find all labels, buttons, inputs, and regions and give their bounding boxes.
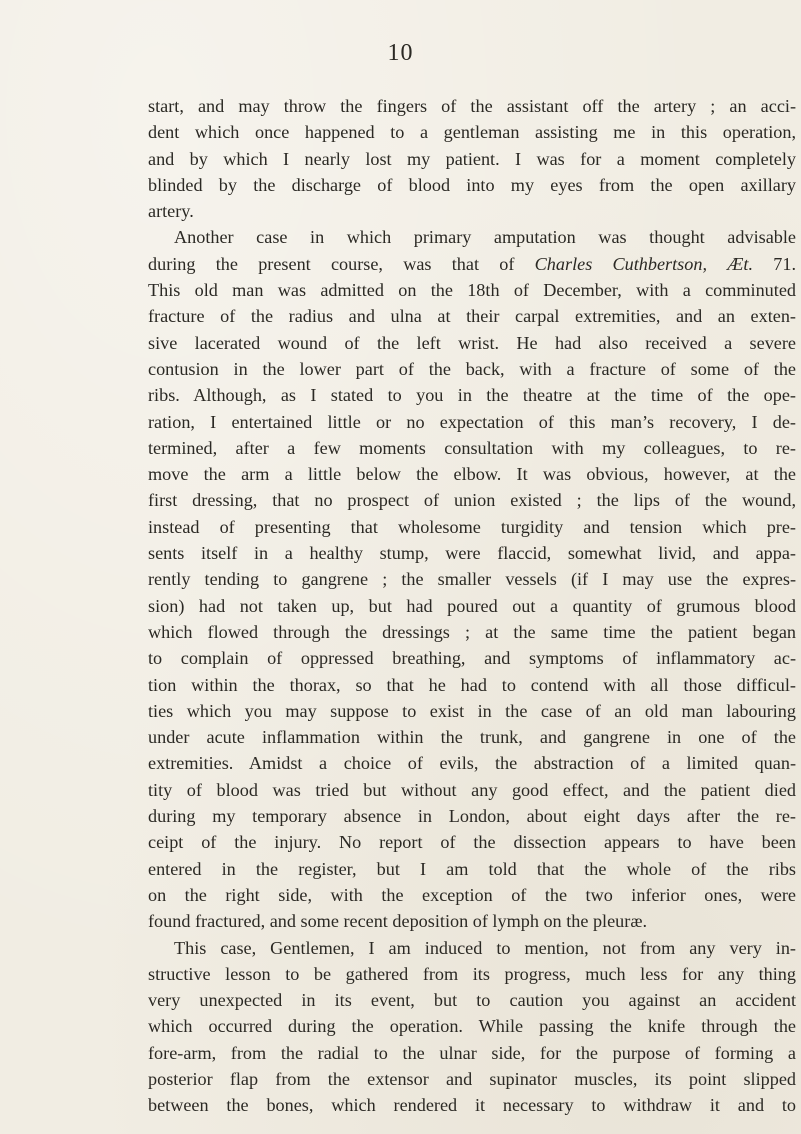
text-line [148, 619, 796, 645]
text-line-content: instead of presenting that wholesome turgidity and tension which pre- [148, 516, 796, 537]
text-line-content: ceipt of the injury. No report of the dissection appears to have been [148, 832, 796, 853]
text-line-content: to complain of oppressed breathing, and symptoms of inflammatory ac- [148, 648, 796, 669]
text-line-content: ties which you may suppose to exist in the case of an old man labouring [148, 700, 796, 721]
text-line-content: rently tending to gangrene ; the smaller vessels (if I may use the expres- [148, 569, 796, 590]
text-line [148, 777, 796, 803]
text-line-content: This old man was admitted on the 18th of December, with a comminuted [148, 280, 796, 301]
text-line-content: very unexpected in its event, but to caution you against an accident [148, 990, 796, 1011]
text-line [148, 1040, 796, 1066]
text-line [148, 514, 796, 540]
text-line-content: This case, Gentlemen, I am induced to mention, not from any very in- [174, 937, 796, 958]
text-line-content: Another case in which primary amputation was thought advisable [174, 227, 796, 248]
text-line-content: extremities. Amidst a choice of evils, the abstraction of a limited quan- [148, 753, 796, 774]
text-line [148, 829, 796, 855]
text-line-content: and by which I nearly lost my patient. I was for a moment completely [148, 148, 796, 169]
text-line-content: during my temporary absence in London, about eight days after the re- [148, 806, 796, 827]
text-line [148, 750, 796, 776]
text-line-content: termined, after a few moments consultation with my colleagues, to re- [148, 437, 796, 458]
text-line [148, 566, 796, 592]
text-line-content: blinded by the discharge of blood into my eyes from the open axillary [148, 174, 796, 195]
text-line [148, 935, 796, 961]
text-line-content: which flowed through the dressings ; at the same time the patient began [148, 621, 796, 642]
text-line [148, 330, 796, 356]
text-line [148, 1013, 796, 1039]
text-line [148, 1066, 796, 1092]
text-line [148, 698, 796, 724]
text-line-content: fore-arm, from the radial to the ulnar side, for the purpose of forming a [148, 1042, 796, 1063]
text-line [148, 224, 796, 250]
text-line-content: artery. [148, 201, 194, 222]
text-line [148, 961, 796, 987]
text-line-content: sents itself in a healthy stump, were flaccid, somewhat livid, and appa- [148, 543, 796, 564]
text-line-content: contusion in the lower part of the back, with a fracture of some of the [148, 358, 796, 379]
text-line [148, 251, 796, 277]
text-line-content: first dressing, that no prospect of union existed ; the lips of the wound, [148, 490, 796, 511]
text-line-content: tity of blood was tried but without any good effect, and the patient died [148, 779, 796, 800]
text-line [148, 172, 796, 198]
text-line-content: entered in the register, but I am told that the whole of the ribs [148, 858, 796, 879]
text-line [148, 461, 796, 487]
text-line [148, 382, 796, 408]
text-line-content: start, and may throw the fingers of the assistant off the artery ; an acci- [148, 96, 796, 116]
text-line [148, 303, 796, 329]
text-line-content: which occurred during the operation. While passing the knife through the [148, 1016, 796, 1037]
text-line-content: dent which once happened to a gentleman assisting me in this operation, [148, 122, 796, 143]
text-line-tail: 71. [753, 253, 796, 274]
text-line-content: tion within the thorax, so that he had to contend with all those difficul- [148, 674, 796, 695]
text-line [148, 198, 796, 224]
text-line [148, 277, 796, 303]
text-line [148, 93, 796, 119]
text-line [148, 409, 796, 435]
text-line [148, 856, 796, 882]
text-line [148, 435, 796, 461]
body-text [148, 93, 796, 1119]
text-line [148, 540, 796, 566]
text-line-content: sive lacerated wound of the left wrist. He had also received a severe [148, 332, 796, 353]
text-line [148, 593, 796, 619]
text-line [148, 119, 796, 145]
text-line [148, 987, 796, 1013]
text-line [148, 803, 796, 829]
text-line [148, 908, 796, 934]
text-line-content: found fractured, and some recent deposition of lymph on the pleuræ. [148, 911, 648, 932]
text-line-content: sion) had not taken up, but had poured out a quantity of grumous blood [148, 595, 796, 616]
text-line-content: under acute inflammation within the trunk, and gangrene in one of the [148, 727, 796, 748]
text-line [148, 356, 796, 382]
text-line-content: structive lesson to be gathered from its progress, much less for any thing [148, 963, 796, 984]
page-number: 10 [387, 40, 414, 66]
text-line-content: during the present course, was that of [148, 253, 535, 274]
text-line-content: ration, I entertained little or no expectation of this man’s recovery, I de- [148, 411, 796, 432]
text-line-content: move the arm a little below the elbow. It was obvious, however, at the [148, 464, 796, 485]
text-line [148, 724, 796, 750]
text-line-content: between the bones, which rendered it necessary to withdraw it and to [148, 1095, 796, 1116]
text-line-content: ribs. Although, as I stated to you in the theatre at the time of the ope- [148, 385, 796, 406]
text-line [148, 1092, 796, 1118]
text-line [148, 645, 796, 671]
text-line [148, 146, 796, 172]
text-line [148, 487, 796, 513]
text-line [148, 672, 796, 698]
text-line [148, 882, 796, 908]
text-line-content: posterior flap from the extensor and supinator muscles, its point slipped [148, 1068, 796, 1089]
text-line-content: fracture of the radius and ulna at their carpal extremities, and an exten- [148, 306, 796, 327]
patient-name: Charles Cuthbertson, Æt. [534, 253, 754, 274]
text-line-content: on the right side, with the exception of the two inferior ones, were [148, 884, 796, 905]
